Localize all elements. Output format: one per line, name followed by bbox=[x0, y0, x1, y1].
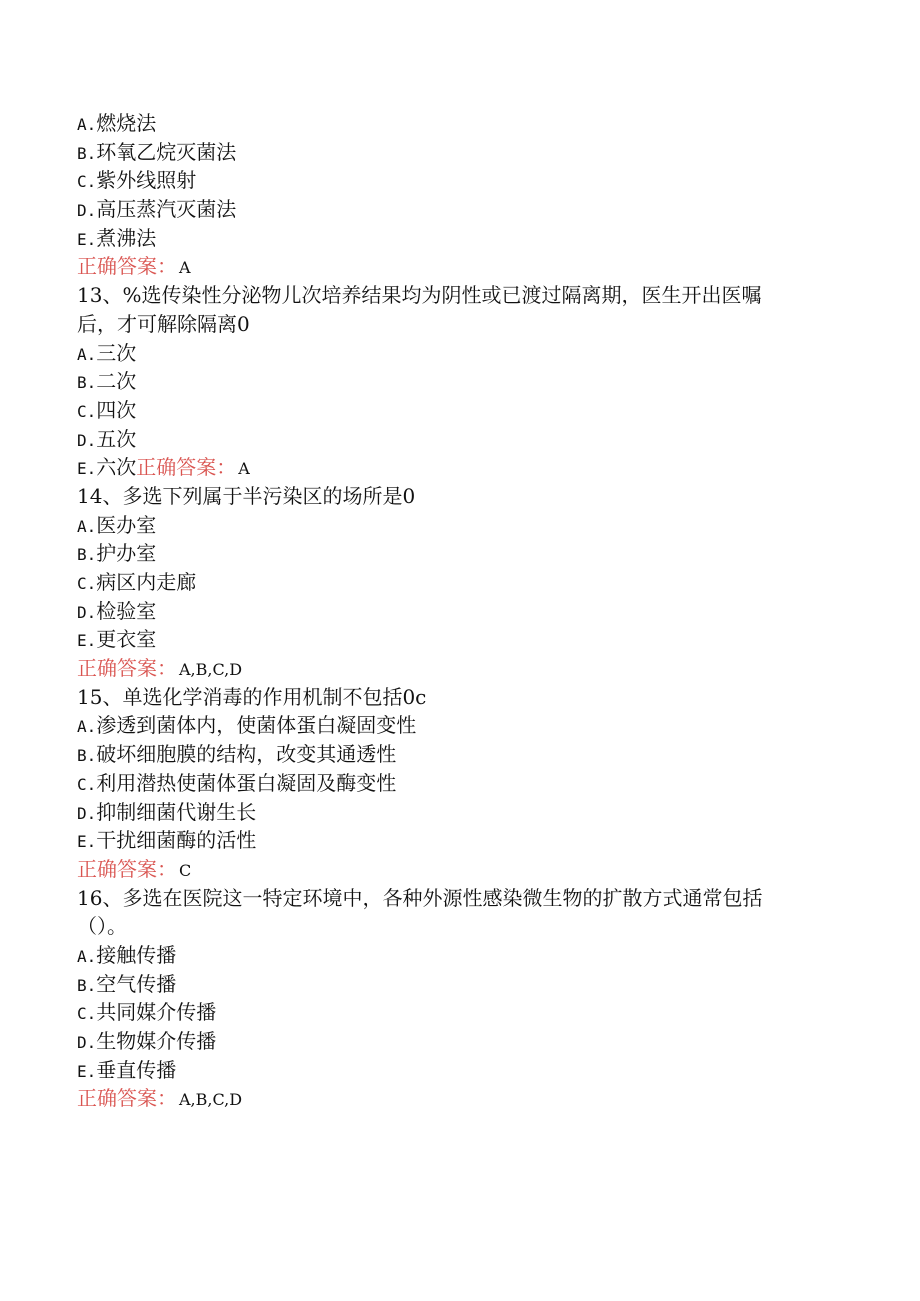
option-e: E.垂直传播 bbox=[77, 1057, 177, 1082]
option-e: E.干扰细菌酶的活性 bbox=[77, 828, 257, 853]
option-e-with-answer: E.六次正确答案： A bbox=[77, 455, 250, 480]
answer-value: A,B,C,D bbox=[179, 660, 243, 680]
option-e: E.更衣室 bbox=[77, 627, 157, 652]
question-15-stem: 15、单选化学消毒的作用机制不包括0c bbox=[77, 684, 427, 709]
answer-label: 正确答案： bbox=[77, 856, 177, 881]
question-13-stem-cont: 后，才可解除隔离0 bbox=[77, 311, 250, 336]
option-c: C.四次 bbox=[77, 397, 137, 422]
option-b: B.环氧乙烷灭菌法 bbox=[77, 139, 237, 164]
answer-value: C bbox=[179, 860, 192, 880]
option-a: A.接触传播 bbox=[77, 942, 177, 967]
option-d: D.生物媒介传播 bbox=[77, 1029, 217, 1053]
question-13-stem: 13、%选传染性分泌物儿次培养结果均为阴性或已渡过隔离期，医生开出医嘱 bbox=[77, 283, 762, 308]
option-c: C.病区内走廊 bbox=[77, 570, 197, 594]
answer-value: A,B,C,D bbox=[179, 1090, 243, 1110]
option-b: B.空气传播 bbox=[77, 971, 177, 996]
answer-label: 正确答案： bbox=[77, 1086, 177, 1111]
option-a: A.三次 bbox=[77, 340, 137, 365]
option-b: B.二次 bbox=[77, 369, 137, 394]
answer-line bbox=[77, 855, 837, 884]
answer-line bbox=[77, 654, 837, 683]
option-a: A.医办室 bbox=[77, 512, 157, 537]
answer-label: 正确答案： bbox=[77, 656, 177, 681]
option-c: C.紫外线照射 bbox=[77, 168, 197, 193]
answer-label: 正确答案： bbox=[136, 455, 237, 480]
exam-page bbox=[77, 109, 837, 1113]
option-a: A.燃烧法 bbox=[77, 111, 157, 135]
option-d: D.五次 bbox=[77, 426, 137, 451]
answer-value: A bbox=[179, 258, 191, 278]
option-b: B.破坏细胞膜的结构，改变其通透性 bbox=[77, 742, 397, 767]
answer-line bbox=[77, 1084, 837, 1113]
option-d: D.高压蒸汽灭菌法 bbox=[77, 197, 237, 222]
option-c: C.利用潜热使菌体蛋白凝固及酶变性 bbox=[77, 770, 397, 795]
answer-value: A bbox=[238, 459, 250, 479]
option-a: A.渗透到菌体内，使菌体蛋白凝固变性 bbox=[77, 713, 417, 738]
question-16-stem-cont: （）。 bbox=[77, 914, 127, 939]
option-b: B.护办室 bbox=[77, 541, 157, 566]
option-c: C.共同媒介传播 bbox=[77, 1000, 217, 1025]
option-d: D.检验室 bbox=[77, 598, 157, 623]
option-e: E.煮沸法 bbox=[77, 225, 157, 250]
answer-line bbox=[77, 252, 837, 281]
answer-label: 正确答案： bbox=[77, 254, 177, 279]
option-d: D.抑制细菌代谢生长 bbox=[77, 799, 257, 824]
question-14-stem: 14、多选下列属于半污染区的场所是0 bbox=[77, 483, 416, 508]
question-16-stem: 16、多选在医院这一特定环境中，各种外源性感染微生物的扩散方式通常包括 bbox=[77, 885, 763, 910]
